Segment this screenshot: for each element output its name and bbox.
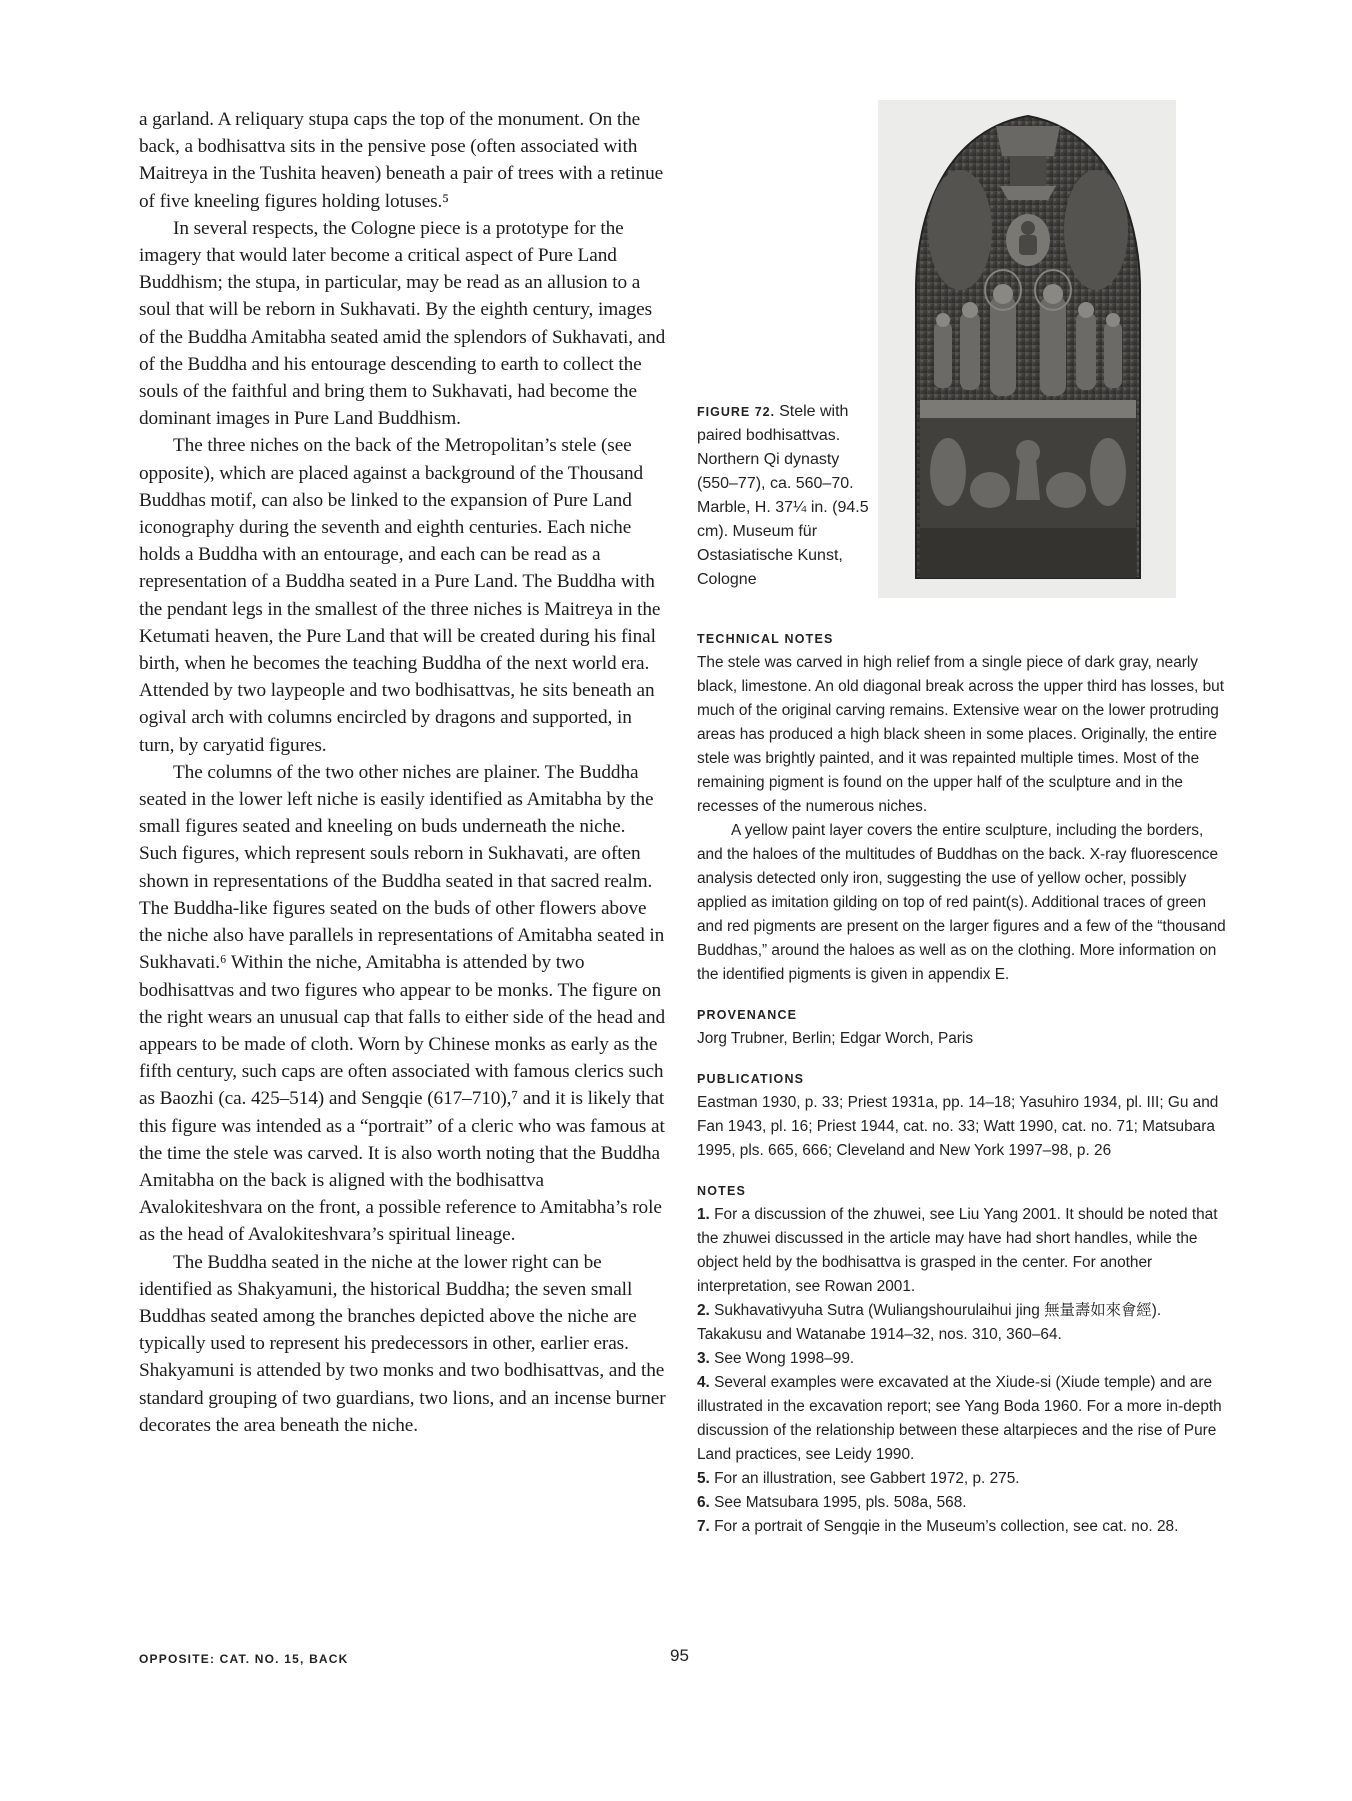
note-number: 6.: [697, 1494, 710, 1511]
note-item: [697, 1515, 1227, 1539]
opposite-figure-reference: OPPOSITE: CAT. NO. 15, BACK: [139, 1652, 349, 1666]
note-text: For a portrait of Sengqie in the Museum’s collection, see cat. no. 28.: [714, 1518, 1179, 1535]
body-paragraph: In several respects, the Cologne piece is a prototype for the imagery that would later become a critical aspect of Pure Land Buddhism; the stupa, in particular, may be read as an allusion to a soul that will be reborn in Sukhavati. By the eighth century, images of the Buddha Amitabha seated amid the splendors of Sukhavati, and of the Buddha and his entourage descending to earth to collect the souls of the faithful and bring them to Sukhavati, had become the dominant images in Pure Land Buddhism.: [139, 217, 666, 430]
note-text: For a discussion of the zhuwei, see Liu Yang 2001. It should be noted that the zhuwei discussed in the article may have had short handles, while the object held by the bodhisattva is grasped in the center. For another interpretation, see Rowan 2001.: [697, 1206, 1218, 1295]
publications-text: Eastman 1930, p. 33; Priest 1931a, pp. 14–18; Yasuhiro 1934, pl. III; Gu and Fan 1943, pl. 16; Priest 1944, cat. no. 33; Watt 1990, cat. no. 71; Matsubara 1995, pls. 665, 666; Cleveland and New York 1997–98, p. 26: [697, 1094, 1219, 1159]
provenance-section: [697, 1004, 1227, 1051]
note-item: [697, 1299, 1227, 1347]
note-text: See Wong 1998–99.: [714, 1350, 855, 1367]
provenance-text: Jorg Trubner, Berlin; Edgar Worch, Paris: [697, 1030, 974, 1047]
technical-notes-heading: TECHNICAL NOTES: [697, 632, 834, 646]
note-number: 1.: [697, 1206, 710, 1223]
figure-caption: [697, 400, 882, 592]
technical-notes-section: [697, 628, 1227, 987]
note-item: [697, 1347, 1227, 1371]
note-text: Several examples were excavated at the Xiude-si (Xiude temple) and are illustrated in the excavation report; see Yang Boda 1960. For a more in-depth discussion of the relationship between these altarpieces and the rise of Pure Land practices, see Leidy 1990.: [697, 1374, 1222, 1463]
figure-caption-text: Stele with paired bodhisattvas. Northern Qi dynasty (550–77), ca. 560–70. Marble, H. 37¼ in. (94.5 cm). Museum für Ostasiatische Kunst, Cologne: [697, 403, 869, 588]
body-paragraph: a garland. A reliquary stupa caps the top of the monument. On the back, a bodhisattva sits in the pensive pose (often associated with Maitreya in the Tushita heaven) beneath a pair of trees with a retinue of five kneeling figures holding lotuses.⁵: [139, 109, 664, 212]
note-number: 7.: [697, 1518, 710, 1535]
technical-notes-paragraph: A yellow paint layer covers the entire sculpture, including the borders, and the haloes of the multitudes of Buddhas on the back. X-ray fluorescence analysis detected only iron, suggesting the use of yellow ocher, possibly applied as imitation gilding on top of red paint(s). Additional traces of green and red pigments are present on the larger figures and a few of the “thousand Buddhas,” around the haloes as well as on the clothing. More information on the identified pigments is given in appendix E.: [697, 822, 1226, 983]
body-paragraph: The three niches on the back of the Metropolitan’s stele (see opposite), which are placed against a background of the Thousand Buddhas motif, can also be linked to the expansion of Pure Land iconography during the seventh and eighth centuries. Each niche holds a Buddha with an entourage, and each can be read as a representation of a Buddha seated in a Pure Land. The Buddha with the pendant legs in the smallest of the three niches is Maitreya in the Ketumati heaven, the Pure Land that will be created during his final birth, when he becomes the teaching Buddha of the next world era. Attended by two laypeople and two bodhisattvas, he sits beneath an ogival arch with columns encircled by dragons and supported, in turn, by caryatid figures.: [139, 435, 661, 756]
note-text: Sukhavativyuha Sutra (Wuliangshourulaihui jing 無量壽如來會經). Takakusu and Watanabe 1914–32, nos. 310, 360–64.: [697, 1302, 1162, 1343]
stele-illustration: [878, 100, 1176, 598]
note-item: [697, 1371, 1227, 1467]
figure-label: FIGURE 72.: [697, 405, 776, 419]
note-number: 2.: [697, 1302, 710, 1319]
stele-photograph: [878, 100, 1176, 598]
body-paragraph: The Buddha seated in the niche at the lower right can be identified as Shakyamuni, the historical Buddha; the seven small Buddhas seated among the branches depicted above the niche are typically used to represent his predecessors in other, earlier eras. Shakyamuni is attended by two monks and two bodhisattvas, and the standard grouping of two guardians, two lions, and an incense burner decorates the area beneath the niche.: [139, 1251, 666, 1436]
provenance-heading: PROVENANCE: [697, 1008, 798, 1022]
notes-column: [697, 628, 1227, 1556]
body-paragraph: The columns of the two other niches are plainer. The Buddha seated in the lower left niche is easily identified as Amitabha by the small figures seated and kneeling on buds underneath the niche. Such figures, which represent souls reborn in Sukhavati, are often shown in representations of the Buddha seated in that sacred realm. The Buddha-like figures seated on the buds of other flowers above the niche also have parallels in representations of Amitabha seated in Sukhavati.⁶ Within the niche, Amitabha is attended by two bodhisattvas and two figures who appear to be monks. The figure on the right wears an unusual cap that falls to either side of the head and appears to be made of cloth. Worn by Chinese monks as early as the fifth century, such caps are often associated with famous clerics such as Baozhi (ca. 425–514) and Sengqie (617–710),⁷ and it is likely that this figure was intended as a “portrait” of a cleric who was famous at the time the stele was carved. It is also worth noting that the Buddha Amitabha on the back is aligned with the bodhisattva Avalokiteshvara on the front, a possible reference to Amitabha’s role as the head of Avalokiteshvara’s spiritual lineage.: [139, 761, 666, 1246]
note-text: For an illustration, see Gabbert 1972, p. 275.: [714, 1470, 1020, 1487]
main-text-column: [139, 106, 667, 1439]
notes-list: [697, 1203, 1227, 1539]
notes-heading: NOTES: [697, 1184, 747, 1198]
notes-section: [697, 1180, 1227, 1539]
note-text: See Matsubara 1995, pls. 508a, 568.: [714, 1494, 967, 1511]
technical-notes-paragraph: The stele was carved in high relief from a single piece of dark gray, nearly black, limestone. An old diagonal break across the upper third has losses, but much of the original carving remains. Extensive wear on the lower protruding areas has produced a high black sheen in some places. Originally, the entire stele was brightly painted, and it was repainted multiple times. Most of the remaining pigment is found on the upper half of the sculpture and in the recesses of the numerous niches.: [697, 654, 1225, 815]
note-item: [697, 1203, 1227, 1299]
note-item: [697, 1491, 1227, 1515]
note-number: 4.: [697, 1374, 710, 1391]
note-number: 3.: [697, 1350, 710, 1367]
note-number: 5.: [697, 1470, 710, 1487]
publications-section: [697, 1068, 1227, 1163]
page-number: 95: [670, 1646, 689, 1665]
note-item: [697, 1467, 1227, 1491]
publications-heading: PUBLICATIONS: [697, 1072, 805, 1086]
